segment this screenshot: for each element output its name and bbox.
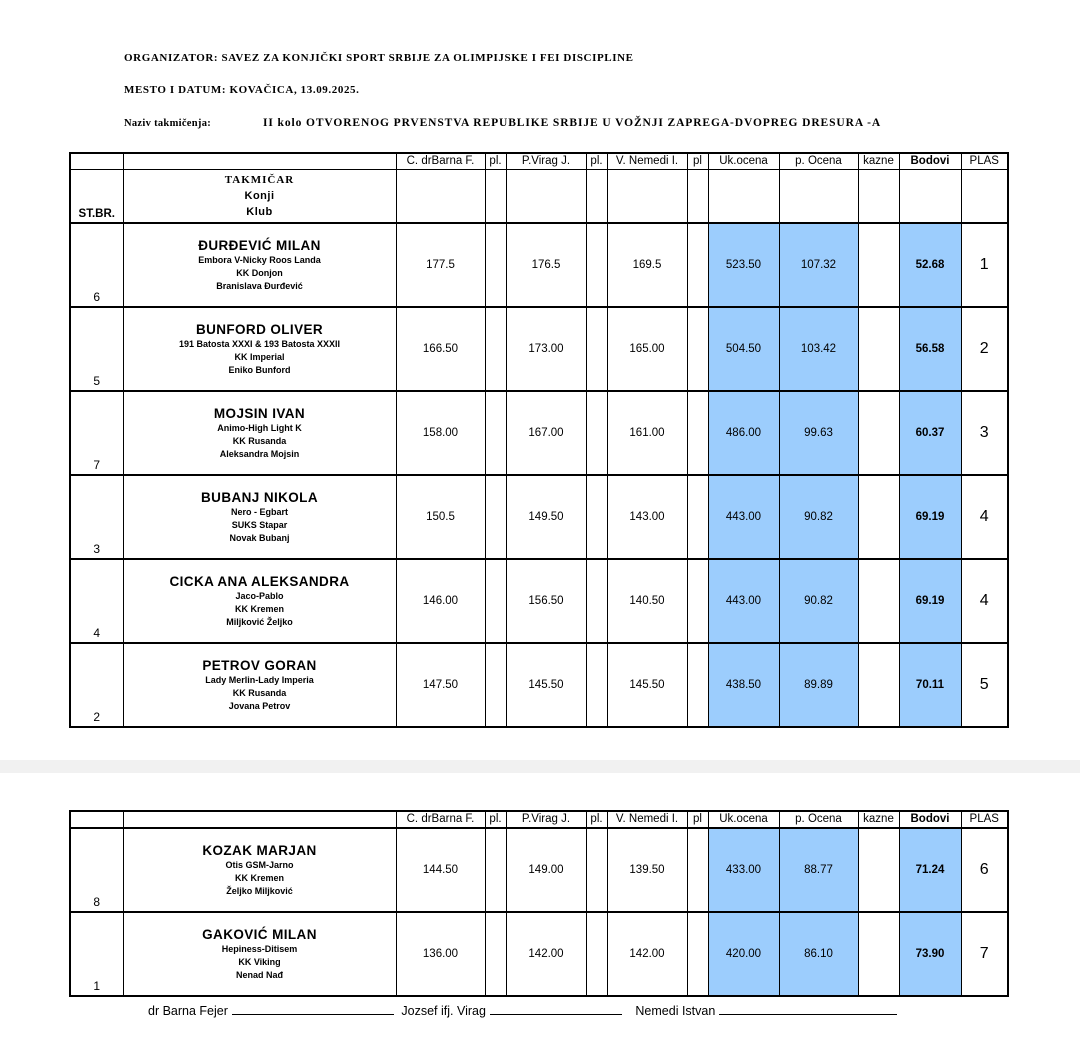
- judge2-score: 173.00: [506, 307, 586, 391]
- club-name: KK Rusanda: [232, 436, 287, 446]
- table-row: [70, 912, 1008, 996]
- organizer-line: ORGANIZATOR: SAVEZ ZA KONJIČKI SPORT SRBIJE ZA OLIMPIJSKE I FEI DISCIPLINE: [124, 52, 634, 64]
- placement: 7: [961, 912, 1008, 996]
- judge2-score: 142.00: [506, 912, 586, 996]
- judge3-score: 140.50: [607, 559, 687, 643]
- col-pl2: pl.: [586, 153, 607, 170]
- legend-cell: [123, 170, 396, 224]
- col-judge3: V. Nemedi I.: [607, 153, 687, 170]
- club-name: KK Kremen: [234, 604, 284, 614]
- competitor-cell: [123, 559, 396, 643]
- percent-score: 86.10: [779, 912, 858, 996]
- competitor-cell: [123, 475, 396, 559]
- percent-score: 90.82: [779, 475, 858, 559]
- col-pl1: pl.: [485, 811, 506, 828]
- judge2-score: 167.00: [506, 391, 586, 475]
- penalty: [858, 223, 899, 307]
- placement: 3: [961, 391, 1008, 475]
- horses-name: Otis GSM-Jarno: [225, 860, 294, 870]
- owner-name: Aleksandra Mojsin: [219, 449, 300, 459]
- table-row: [70, 828, 1008, 912]
- legend-horses: Konji: [244, 190, 275, 202]
- col-place: PLAS: [961, 811, 1008, 828]
- owner-name: Branislava Đurđević: [216, 281, 303, 291]
- owner-name: Nenad Nađ: [235, 970, 283, 980]
- judge3-place: [687, 643, 708, 727]
- owner-name: Željko Miljković: [226, 886, 293, 896]
- start-number: 8: [70, 828, 123, 912]
- judge1-place: [485, 223, 506, 307]
- competitor-name: MOJSIN IVAN: [213, 406, 306, 421]
- judge2-place: [586, 643, 607, 727]
- judge2-place: [586, 223, 607, 307]
- results-table-1: [69, 152, 1009, 728]
- club-name: KK Kremen: [234, 873, 284, 883]
- signature-line: [148, 1004, 901, 1018]
- competitor-cell: [123, 307, 396, 391]
- judge3-score: 165.00: [607, 307, 687, 391]
- placement: 5: [961, 643, 1008, 727]
- judge1-place: [485, 828, 506, 912]
- judge1-place: [485, 643, 506, 727]
- total-score: 504.50: [708, 307, 779, 391]
- points: 60.37: [899, 391, 961, 475]
- col-points: Bodovi: [899, 153, 961, 170]
- percent-score: 89.89: [779, 643, 858, 727]
- judge3-score: 142.00: [607, 912, 687, 996]
- horses-name: Animo-High Light K: [217, 423, 302, 433]
- placement: 4: [961, 475, 1008, 559]
- signature-blank-2: [490, 1004, 622, 1015]
- penalty: [858, 307, 899, 391]
- percent-score: 103.42: [779, 307, 858, 391]
- judge2-place: [586, 559, 607, 643]
- judge3-score: 161.00: [607, 391, 687, 475]
- col-judge3: V. Nemedi I.: [607, 811, 687, 828]
- competitor-cell: [123, 643, 396, 727]
- total-score: 443.00: [708, 559, 779, 643]
- horses-name: Nero - Egbart: [230, 507, 288, 517]
- owner-name: Jovana Petrov: [228, 701, 291, 711]
- horses-name: Hepiness-Ditisem: [221, 944, 298, 954]
- points: 56.58: [899, 307, 961, 391]
- judge1-place: [485, 475, 506, 559]
- judge3-place: [687, 223, 708, 307]
- col-penalty: kazne: [858, 811, 899, 828]
- signature-judge2: Jozsef ifj. Virag: [401, 1004, 486, 1018]
- competitor-name: BUNFORD OLIVER: [195, 322, 324, 337]
- judge3-score: 139.50: [607, 828, 687, 912]
- points: 69.19: [899, 559, 961, 643]
- col-percent: p. Ocena: [779, 811, 858, 828]
- judge3-place: [687, 307, 708, 391]
- col-total: Uk.ocena: [708, 811, 779, 828]
- legend-competitor: TAKMIČAR: [224, 174, 295, 186]
- judge2-place: [586, 828, 607, 912]
- judge1-place: [485, 391, 506, 475]
- signature-blank-1: [232, 1004, 394, 1015]
- start-number: 6: [70, 223, 123, 307]
- competitor-name: KOZAK MARJAN: [202, 843, 317, 858]
- table-row: [70, 559, 1008, 643]
- competitor-name: ĐURĐEVIĆ MILAN: [198, 238, 321, 253]
- total-score: 438.50: [708, 643, 779, 727]
- competitor-cell: [123, 391, 396, 475]
- col-judge2: P.Virag J.: [506, 153, 586, 170]
- penalty: [858, 559, 899, 643]
- competitor-cell: [123, 912, 396, 996]
- judge1-place: [485, 912, 506, 996]
- judge1-score: 177.5: [396, 223, 485, 307]
- start-number: 4: [70, 559, 123, 643]
- col-points: Bodovi: [899, 811, 961, 828]
- legend-club: Klub: [246, 206, 273, 218]
- points: 71.24: [899, 828, 961, 912]
- judge3-score: 143.00: [607, 475, 687, 559]
- signature-blank-3: [719, 1004, 897, 1015]
- placement: 4: [961, 559, 1008, 643]
- penalty: [858, 828, 899, 912]
- table-row: [70, 475, 1008, 559]
- penalty: [858, 475, 899, 559]
- total-score: 420.00: [708, 912, 779, 996]
- col-penalty: kazne: [858, 153, 899, 170]
- competitor-name: CICKA ANA ALEKSANDRA: [169, 574, 350, 589]
- placement: 6: [961, 828, 1008, 912]
- signature-judge3: Nemedi Istvan: [635, 1004, 716, 1018]
- judge1-score: 158.00: [396, 391, 485, 475]
- judge1-score: 147.50: [396, 643, 485, 727]
- judge1-score: 150.5: [396, 475, 485, 559]
- judge1-place: [485, 559, 506, 643]
- signature-judge1: dr Barna Fejer: [148, 1004, 228, 1018]
- owner-name: Miljković Željko: [226, 617, 293, 627]
- results-table-2: [69, 810, 1009, 997]
- penalty: [858, 912, 899, 996]
- points: 70.11: [899, 643, 961, 727]
- table-row: [70, 223, 1008, 307]
- penalty: [858, 643, 899, 727]
- judge3-place: [687, 828, 708, 912]
- percent-score: 107.32: [779, 223, 858, 307]
- table-row: [70, 643, 1008, 727]
- col-pl3: pl: [687, 811, 708, 828]
- placement: 2: [961, 307, 1008, 391]
- competition-label: Naziv takmičenja:: [124, 118, 212, 129]
- col-percent: p. Ocena: [779, 153, 858, 170]
- judge2-place: [586, 912, 607, 996]
- col-judge1: C. drBarna F.: [396, 811, 485, 828]
- total-score: 443.00: [708, 475, 779, 559]
- placement: 1: [961, 223, 1008, 307]
- points: 73.90: [899, 912, 961, 996]
- col-pl1: pl.: [485, 153, 506, 170]
- judge2-score: 176.5: [506, 223, 586, 307]
- col-total: Uk.ocena: [708, 153, 779, 170]
- start-number: 5: [70, 307, 123, 391]
- table-row: [70, 391, 1008, 475]
- penalty: [858, 391, 899, 475]
- judge2-place: [586, 475, 607, 559]
- judge2-score: 149.50: [506, 475, 586, 559]
- start-number: 2: [70, 643, 123, 727]
- judge2-place: [586, 391, 607, 475]
- col-judge2: P.Virag J.: [506, 811, 586, 828]
- judge3-score: 145.50: [607, 643, 687, 727]
- col-pl3: pl: [687, 153, 708, 170]
- points: 52.68: [899, 223, 961, 307]
- club-name: KK Imperial: [234, 352, 285, 362]
- judge3-place: [687, 559, 708, 643]
- total-score: 486.00: [708, 391, 779, 475]
- place-date-line: MESTO I DATUM: KOVAČICA, 13.09.2025.: [124, 84, 360, 96]
- judge2-place: [586, 307, 607, 391]
- judge1-score: 144.50: [396, 828, 485, 912]
- start-number: 1: [70, 912, 123, 996]
- club-name: KK Donjon: [236, 268, 283, 278]
- col-pl2: pl.: [586, 811, 607, 828]
- horses-name: Embora V-Nicky Roos Landa: [198, 255, 321, 265]
- judge3-score: 169.5: [607, 223, 687, 307]
- judge1-score: 136.00: [396, 912, 485, 996]
- percent-score: 88.77: [779, 828, 858, 912]
- competitor-cell: [123, 223, 396, 307]
- competitor-name: PETROV GORAN: [202, 658, 317, 673]
- col-start-no: ST.BR.: [70, 170, 123, 224]
- club-name: KK Rusanda: [232, 688, 287, 698]
- judge2-score: 156.50: [506, 559, 586, 643]
- percent-score: 90.82: [779, 559, 858, 643]
- horses-name: Jaco-Pablo: [235, 591, 284, 601]
- total-score: 433.00: [708, 828, 779, 912]
- horses-name: Lady Merlin-Lady Imperia: [205, 675, 314, 685]
- table-row: [70, 307, 1008, 391]
- judge1-score: 146.00: [396, 559, 485, 643]
- club-name: KK Viking: [238, 957, 281, 967]
- judge3-place: [687, 912, 708, 996]
- judge2-score: 145.50: [506, 643, 586, 727]
- start-number: 7: [70, 391, 123, 475]
- competitor-cell: [123, 828, 396, 912]
- judge3-place: [687, 391, 708, 475]
- competition-name: II kolo OTVORENOG PRVENSTVA REPUBLIKE SRBIJE U VOŽNJI ZAPREGA-DVOPREG DRESURA -A: [263, 117, 882, 129]
- owner-name: Novak Bubanj: [229, 533, 290, 543]
- owner-name: Eniko Bunford: [228, 365, 291, 375]
- competitor-name: GAKOVIĆ MILAN: [202, 927, 317, 942]
- start-number: 3: [70, 475, 123, 559]
- club-name: SUKS Stapar: [231, 520, 288, 530]
- horses-name: 191 Batosta XXXI & 193 Batosta XXXII: [178, 339, 341, 349]
- judge1-score: 166.50: [396, 307, 485, 391]
- col-place: PLAS: [961, 153, 1008, 170]
- percent-score: 99.63: [779, 391, 858, 475]
- col-judge1: C. drBarna F.: [396, 153, 485, 170]
- judge1-place: [485, 307, 506, 391]
- judge3-place: [687, 475, 708, 559]
- judge2-score: 149.00: [506, 828, 586, 912]
- page-break: [0, 760, 1080, 773]
- competitor-name: BUBANJ NIKOLA: [201, 490, 318, 505]
- points: 69.19: [899, 475, 961, 559]
- total-score: 523.50: [708, 223, 779, 307]
